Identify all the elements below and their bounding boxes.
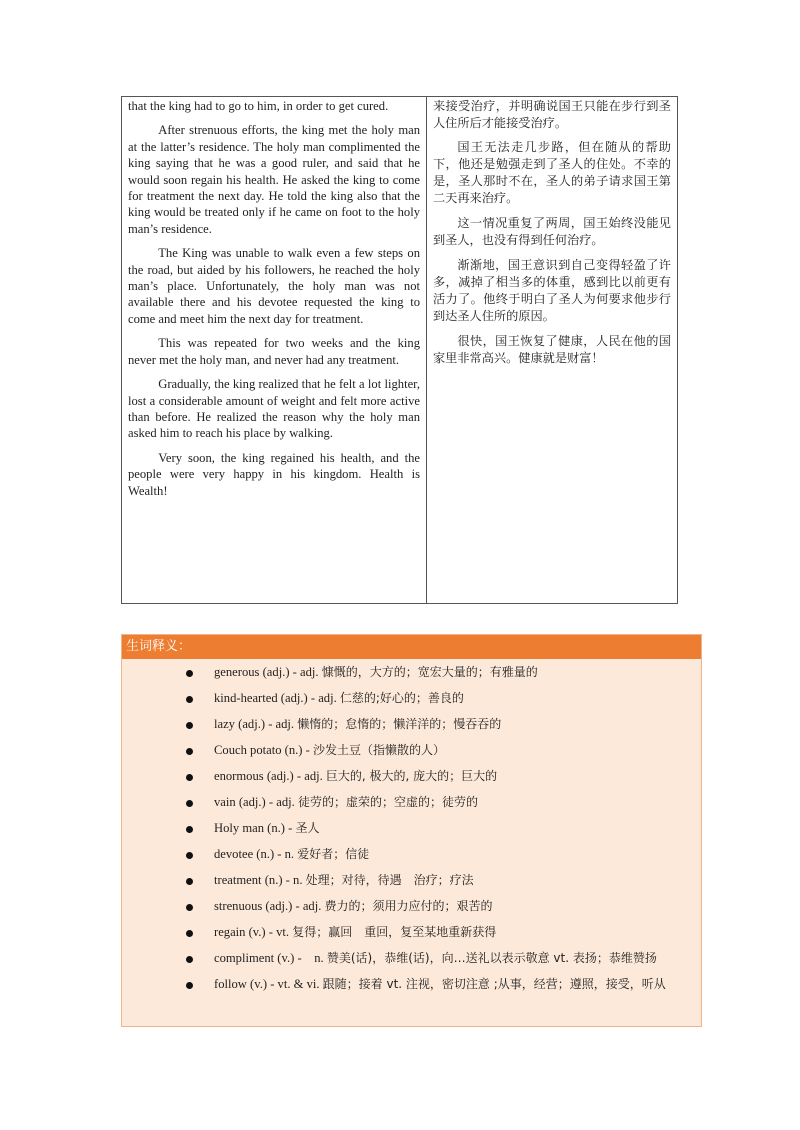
vocabulary-meaning: 费力的；须用力应付的；艰苦的 (324, 899, 493, 913)
vocabulary-meaning: 慷慨的，大方的；宽宏大量的；有雅量的 (321, 665, 538, 679)
vocabulary-term: compliment (v.) - n. (214, 951, 324, 965)
chinese-paragraph: 国王无法走几步路，但在随从的帮助下，他还是勉强走到了圣人的住处。不幸的是，圣人那时不在，圣人的弟子请求国王第二天再来治疗。 (433, 140, 671, 205)
english-paragraph: Very soon, the king regained his health, and the people were very happy in his kingdom. Health is Wealth! (128, 450, 420, 498)
vocabulary-term: Holy man (n.) - (214, 821, 293, 835)
vocabulary-meaning: 懒惰的；怠惰的；懒洋洋的；慢吞吞的 (297, 717, 502, 731)
bullet-icon (186, 800, 193, 807)
vocabulary-list (122, 659, 701, 993)
vocabulary-item (122, 871, 695, 889)
vocabulary-item (122, 923, 695, 941)
chinese-paragraph: 来接受治疗，并明确说国王只能在步行到圣人住所后才能接受治疗。 (433, 99, 671, 130)
vocabulary-term: Couch potato (n.) - (214, 743, 310, 757)
english-paragraph: The King was unable to walk even a few steps on the road, but aided by his followers, he reached the holy man’s place. Unfortunately, the holy man was not available there and his devotee requested the king to come and meet him the next day for treatment. (128, 246, 420, 326)
vocabulary-meaning: 巨大的, 极大的, 庞大的；巨大的 (325, 769, 498, 783)
vocabulary-term: devotee (n.) - n. (214, 847, 295, 861)
vocabulary-meaning: 爱好者；信徒 (297, 847, 370, 861)
vocabulary-meaning: 圣人 (295, 821, 320, 835)
vocabulary-term: kind-hearted (adj.) - adj. (214, 691, 337, 705)
vocabulary-item (122, 689, 695, 707)
bullet-icon (186, 982, 193, 989)
vocabulary-term: strenuous (adj.) - adj. (214, 899, 322, 913)
chinese-paragraph: 这一情况重复了两周，国王始终没能见到圣人，也没有得到任何治疗。 (433, 216, 671, 247)
english-paragraph: This was repeated for two weeks and the king never met the holy man, and never had any treatment. (128, 336, 420, 367)
vocabulary-meaning: 跟随；接着 vt. 注视，密切注意 ;从事，经营；遵照，接受，听从 (322, 977, 666, 991)
vocabulary-term: lazy (adj.) - adj. (214, 717, 295, 731)
vocabulary-item (122, 741, 695, 759)
vocabulary-item (122, 793, 695, 811)
vocabulary-box (121, 634, 702, 1027)
vocabulary-term: vain (adj.) - adj. (214, 795, 295, 809)
english-paragraph: that the king had to go to him, in order to get cured. (128, 99, 389, 113)
vocabulary-meaning: 赞美(话)，恭维(话)，向…送礼以表示敬意 vt. 表扬；恭维赞扬 (326, 951, 657, 965)
vocabulary-meaning: 徒劳的；虚荣的；空虚的；徒劳的 (297, 795, 478, 809)
vocabulary-item (122, 767, 695, 785)
vocabulary-item (122, 715, 695, 733)
chinese-column (427, 97, 677, 603)
english-paragraph: After strenuous efforts, the king met the holy man at the latter’s residence. The holy man complimented the king saying that he was a good ruler, and said that he would soon regain his health. He asked the king to come for treatment the next day. He told the king also that the king would be treated only if he came on foot to the holy man’s residence. (128, 123, 420, 236)
bullet-icon (186, 930, 193, 937)
vocabulary-term: regain (v.) - vt. (214, 925, 290, 939)
chinese-paragraph: 渐渐地，国王意识到自己变得轻盈了许多，减掉了相当多的体重，感到比以前更有活力了。他终于明白了圣人为何要求他步行到达圣人住所的原因。 (433, 258, 671, 323)
bullet-icon (186, 722, 193, 729)
bullet-icon (186, 696, 193, 703)
vocabulary-term: enormous (adj.) - adj. (214, 769, 323, 783)
vocabulary-meaning: 处理；对待，待遇 治疗；疗法 (305, 873, 474, 887)
vocabulary-term: generous (adj.) - adj. (214, 665, 319, 679)
bullet-icon (186, 748, 193, 755)
bullet-icon (186, 878, 193, 885)
english-paragraph: Gradually, the king realized that he felt a lot lighter, lost a considerable amount of weight and felt more active than before. He realized the reason why the holy man asked him to reach his place by walking. (128, 377, 420, 441)
vocabulary-item (122, 975, 695, 993)
vocabulary-item (122, 819, 695, 837)
bullet-icon (186, 826, 193, 833)
vocabulary-meaning: 仁慈的;好心的；善良的 (339, 691, 464, 705)
vocabulary-item (122, 663, 695, 681)
vocabulary-title: 生词释义： (122, 635, 701, 659)
story-table (121, 96, 678, 604)
bullet-icon (186, 904, 193, 911)
vocabulary-item (122, 897, 695, 915)
chinese-paragraph: 很快，国王恢复了健康，人民在他的国家里非常高兴。健康就是财富！ (433, 334, 671, 365)
vocabulary-term: treatment (n.) - n. (214, 873, 303, 887)
vocabulary-meaning: 复得；赢回 重回，复至某地重新获得 (292, 925, 497, 939)
vocabulary-term: follow (v.) - vt. & vi. (214, 977, 320, 991)
vocabulary-meaning: 沙发土豆（指懒散的人） (313, 743, 446, 757)
bullet-icon (186, 852, 193, 859)
vocabulary-item (122, 845, 695, 863)
vocabulary-item (122, 949, 695, 967)
bullet-icon (186, 774, 193, 781)
english-column (122, 97, 427, 603)
bullet-icon (186, 956, 193, 963)
bullet-icon (186, 670, 193, 677)
